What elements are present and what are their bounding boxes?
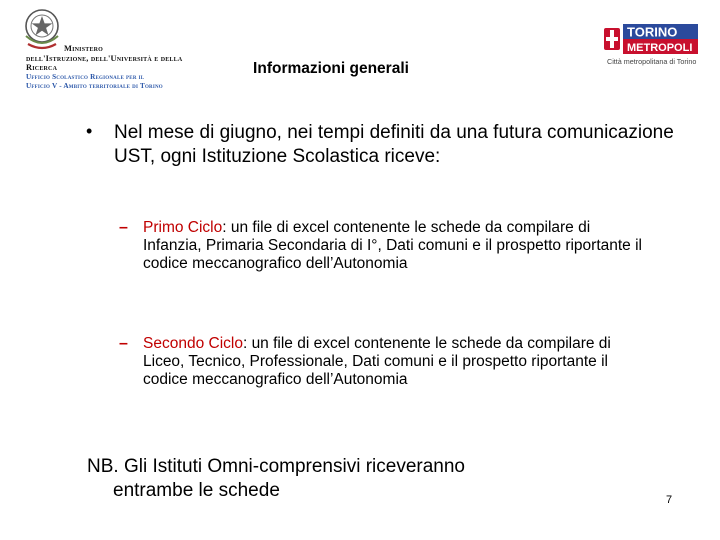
- dash-mark: –: [119, 335, 128, 352]
- page-number: 7: [666, 494, 673, 506]
- city-logo-caption: Città metropolitana di Torino: [607, 57, 697, 66]
- item-label: Primo Ciclo: [143, 219, 223, 236]
- note-line-1: NB. Gli Istituti Omni-comprensivi riceveranno: [87, 456, 465, 477]
- regional-office: Ufficio Scolastico Regionale per il: [26, 72, 145, 81]
- ministry-logo-text: [26, 44, 186, 91]
- territorial-office: Ufficio V - Ambito territoriale di Torino: [26, 81, 163, 90]
- item-text: : un file di excel contenente le schede da compilare di Liceo, Tecnico, Professionale, Dati comuni e il prospetto riportante il codice meccanografico dell’Autonomia: [143, 335, 611, 389]
- note-line-2: entrambe le schede: [113, 480, 280, 501]
- torino-word: TORINO: [627, 24, 678, 40]
- metropoli-word: METROPOLI: [627, 42, 693, 54]
- torino-metropoli-logo: [603, 24, 699, 70]
- item-text: : un file di excel contenente le schede da compilare di Infanzia, Primaria Secondaria di I°, Dati comuni e il prospetto riportante il codice meccanografico dell’Autonomia: [143, 219, 642, 273]
- intro-text: Nel mese di giugno, nei tempi definiti da una futura comunicazione UST, ogni Istituzione Scolastica riceve:: [114, 122, 674, 167]
- ministry-name: Ministero: [64, 44, 104, 53]
- note-paragraph: [87, 455, 607, 503]
- item-label: Secondo Ciclo: [143, 335, 243, 352]
- page-title: Informazioni generali: [253, 60, 409, 77]
- dash-mark: –: [119, 219, 128, 236]
- bullet-mark: •: [86, 121, 93, 141]
- ministry-subtitle: dell'Istruzione, dell'Università e della Ricerca: [26, 53, 183, 73]
